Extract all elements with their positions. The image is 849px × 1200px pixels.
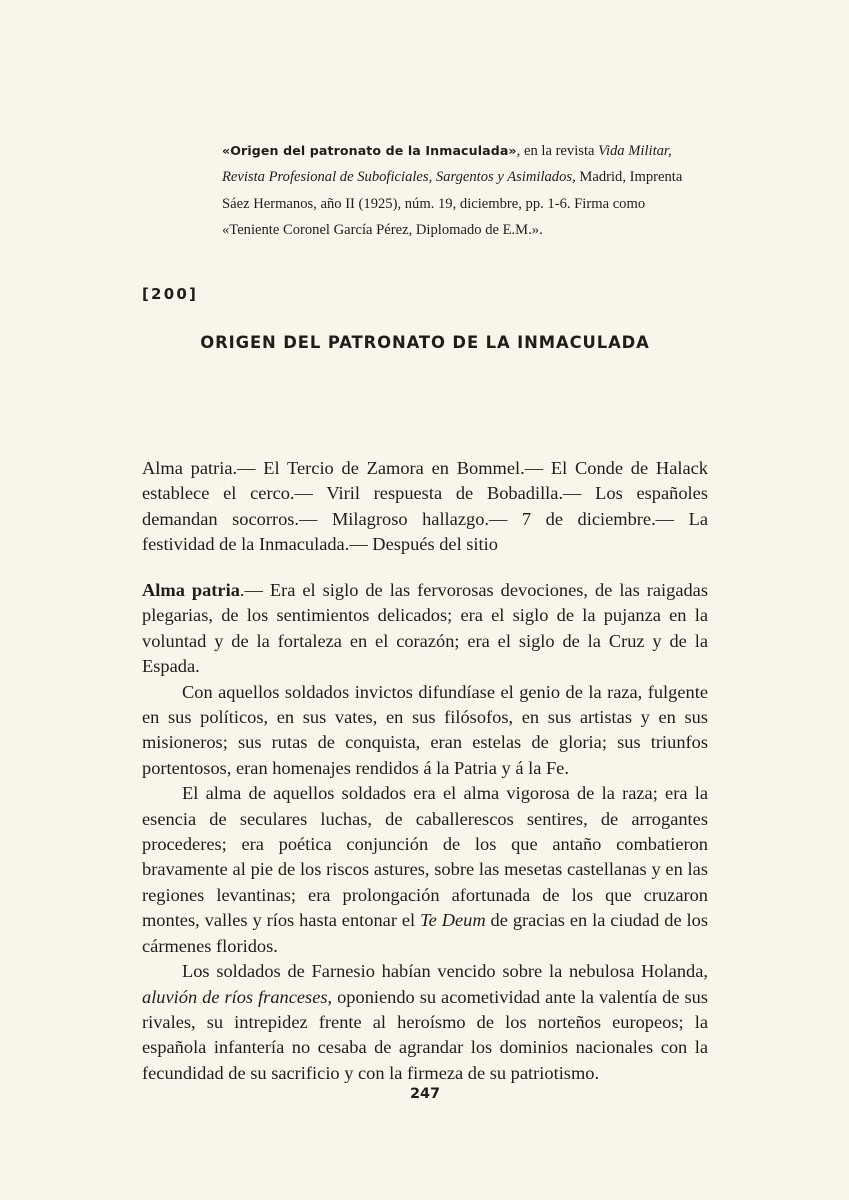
paragraph-4-text-a: Los soldados de Farnesio habían vencido sobre la nebulosa Holanda, xyxy=(182,961,708,982)
document-number: [200] xyxy=(142,285,199,303)
paragraph-4 xyxy=(142,959,708,1086)
paragraph-4-text-b: , oponiendo su acometividad ante la valentía de sus rivales, su intrepidez frente al heroísmo de los norteños europeos; la española infantería no cesaba de agrandar los dominios nacionales con la fecundidad de su sacrificio y con la firmeza de su patriotismo. xyxy=(142,986,708,1083)
source-note-title: «Origen del patronato de la Inmaculada» xyxy=(222,143,517,158)
source-note xyxy=(222,138,697,244)
paragraph-2: Con aquellos soldados invictos difundíase el genio de la raza, fulgente en sus políticos, en sus vates, en sus filósofos, en sus artistas y en sus misioneros; sus rutas de conquista, eran estelas de gloria; sus triunfos portentosos, eran homenajes rendidos á la Patria y á la Fe. xyxy=(142,681,708,778)
source-note-text-1: , en la revista xyxy=(516,143,599,159)
chapter-summary: Alma patria.— El Tercio de Zamora en Bommel.— El Conde de Halack establece el cerco.— Viril respuesta de Bobadilla.— Los españoles demandan socorros.— Milagroso hallazgo.— 7 de diciembre.— La festividad de la Inmaculada.— Después del sitio xyxy=(142,458,708,555)
paragraph-1-lead: Alma patria xyxy=(142,580,240,600)
paragraph-4-italic: aluvión de ríos franceses xyxy=(142,986,328,1007)
paragraph-3-text-a: El alma de aquellos soldados era el alma vigorosa de la raza; era la esencia de seculares luchas, de caballerescos sentires, de arrogantes procederes; era poética conjunción de los que antaño combatieron bravamente al pie de los riscos astures, sobre las mesetas castellanas y en las regiones levantinas; era prolongación afortunada de los que cruzaron montes, valles y ríos hasta entonar el xyxy=(142,783,708,931)
body-text xyxy=(142,578,708,1086)
paragraph-1-text: .— Era el siglo de las fervorosas devociones, de las raigadas plegarias, de los sentimientos delicados; era el siglo de la pujanza en la voluntad y de la fortaleza en el corazón; era el siglo de la Cruz y de la Espada. xyxy=(142,580,708,677)
page-number: 247 xyxy=(409,1086,441,1102)
source-note-text-2: , Madrid, Imprenta Sáez Hermanos, año II (1925), núm. 19, diciembre, pp. 1-6. Firma como «Teniente Coronel García Pérez, Diplomado de E.M.». xyxy=(222,169,683,239)
paragraph-1 xyxy=(142,578,708,680)
paragraph-3-italic: Te Deum xyxy=(420,910,486,931)
paragraph-3 xyxy=(142,781,708,959)
page-title: ORIGEN DEL PATRONATO DE LA INMACULADA xyxy=(200,333,650,352)
paragraph-3-text-b: de gracias en la ciudad de los cármenes floridos. xyxy=(142,910,708,956)
source-note-journal: Vida Militar, Revista Profesional de Suboficiales, Sargentos y Asimilados xyxy=(222,143,672,186)
